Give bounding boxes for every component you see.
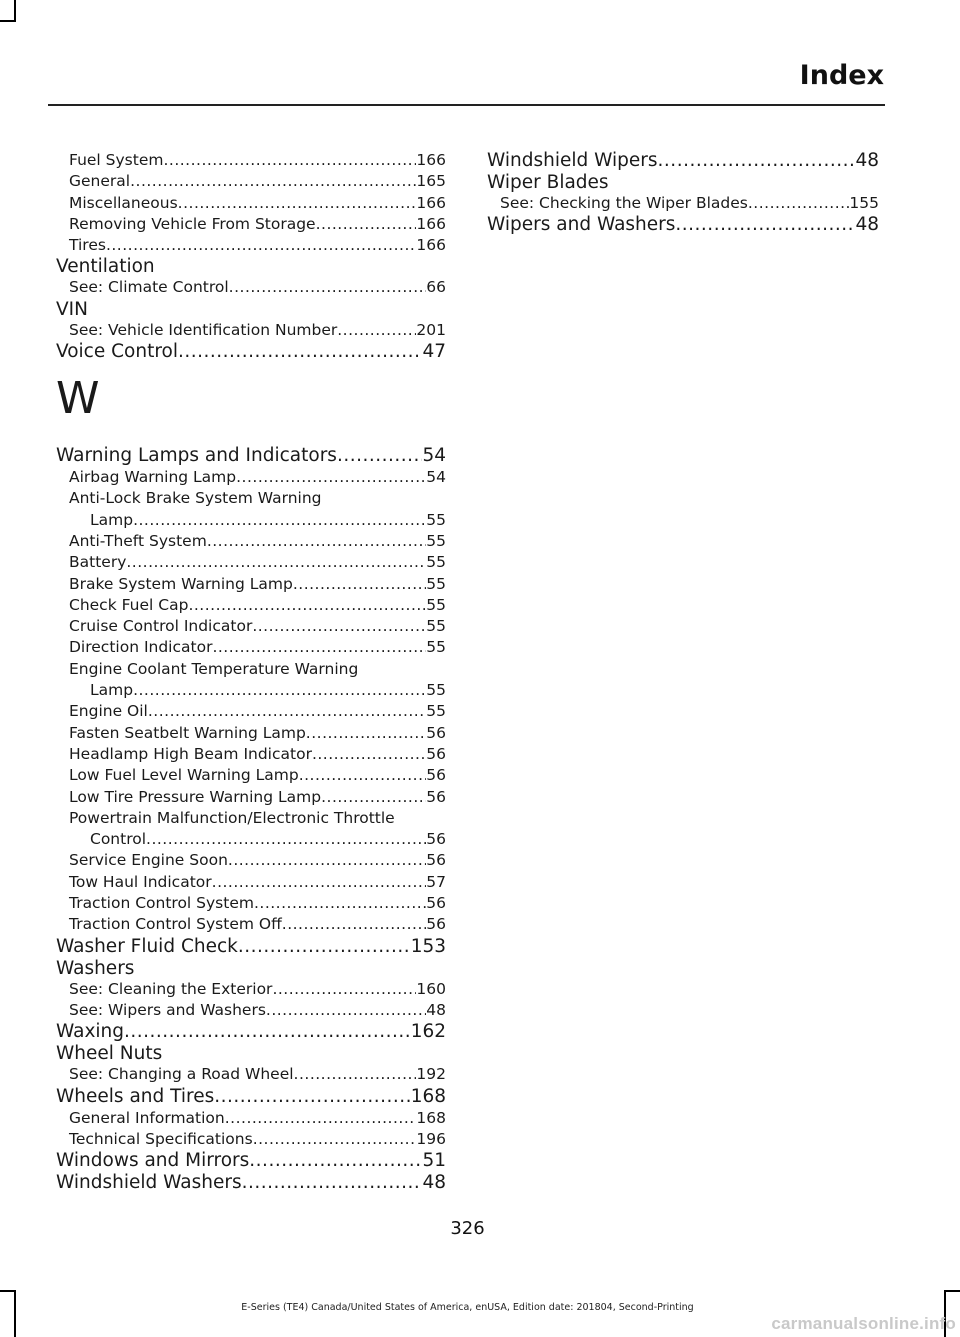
dot-leader [294,1064,417,1085]
page-ref: 56 [426,894,446,913]
index-column-right [487,150,879,236]
index-subentry[interactable] [56,1108,446,1129]
edition-footer: E-Series (TE4) Canada/United States of America, enUSA, Edition date: 201804, Second-Printing [241,1302,694,1313]
page-ref: 55 [426,574,446,593]
entry-label: Technical Specifications [69,1129,253,1148]
index-column-left [56,150,446,1194]
entry-label: Windshield Wipers [487,150,658,171]
dot-leader [337,320,416,341]
index-subentry[interactable] [56,701,446,722]
index-subentry[interactable] [56,765,446,786]
dot-leader [266,1000,426,1021]
page-ref: 160 [416,979,446,998]
page-ref: 166 [416,236,446,255]
crop-mark [0,20,16,22]
dot-leader [146,829,426,850]
dot-leader [178,341,422,363]
index-subentry[interactable] [56,193,446,214]
entry-label: Fuel System [69,151,164,169]
page-number: 326 [450,1218,485,1239]
index-entry[interactable] [56,1172,446,1194]
index-entry[interactable] [56,1150,446,1172]
watermark: carmanualsonline.info [771,1314,956,1333]
page-ref: 55 [426,595,446,614]
page-ref: 55 [426,531,446,550]
index-subentry[interactable] [56,723,446,744]
index-entry[interactable] [56,445,446,467]
index-subentry[interactable] [56,171,446,192]
entry-label: Lamp [90,681,134,700]
dot-leader [316,214,417,235]
dot-leader [207,531,426,552]
entry-label: See: Changing a Road Wheel [69,1065,294,1084]
index-subentry[interactable] [56,150,446,171]
page-ref: 55 [426,638,446,657]
dot-leader [133,680,426,701]
dot-leader [282,914,427,935]
index-subentry[interactable] [56,1000,446,1021]
dot-leader [321,787,426,808]
entry-label: See: Cleaning the Exterior [69,979,273,998]
dot-leader [675,214,855,236]
dot-leader [229,277,427,298]
index-subentry[interactable] [56,872,446,893]
page-ref: 48 [855,214,879,236]
index-entry[interactable] [487,214,879,236]
entry-label: Miscellaneous [69,193,178,212]
dot-leader [228,850,426,871]
index-subentry[interactable] [56,914,446,935]
page-ref: 54 [426,468,446,487]
dot-leader [188,595,426,616]
entry-label: Direction Indicator [69,638,213,657]
index-heading: Wheel Nuts [56,1043,163,1065]
dot-leader [254,893,426,914]
dot-leader [293,574,426,595]
entry-label: Tires [69,236,106,255]
index-subentry[interactable] [56,214,446,235]
entry-label: Traction Control System Off [69,915,282,934]
entry-label: General [69,172,131,191]
dot-leader [658,150,856,172]
index-subentry[interactable] [56,637,446,658]
page-ref: 192 [416,1065,446,1084]
dot-leader [337,445,423,467]
dot-leader [212,637,426,658]
index-subentry[interactable] [56,979,446,1000]
entry-label: Brake System Warning Lamp [69,574,293,593]
index-heading: VIN [56,298,88,320]
dot-leader [214,1086,410,1108]
entry-label: Removing Vehicle From Storage [69,214,316,233]
dot-leader [124,1021,411,1043]
page-ref: 201 [416,320,446,339]
entry-label: Service Engine Soon [69,851,228,870]
index-subentry[interactable] [56,616,446,637]
page-ref: 56 [426,787,446,806]
entry-label: Washer Fluid Check [56,935,238,957]
index-entry[interactable] [56,1086,446,1108]
page-ref: 57 [426,872,446,891]
entry-label: Fasten Seatbelt Warning Lamp [69,723,306,742]
entry-label: Headlamp High Beam Indicator [69,744,312,763]
index-subentry[interactable] [56,1129,446,1150]
entry-label: Control [90,830,147,849]
dot-leader [130,171,416,192]
index-subentry[interactable] [56,744,446,765]
index-subentry[interactable] [56,1064,446,1085]
page-ref: 162 [410,1021,446,1043]
dot-leader [148,701,426,722]
page-ref: 56 [426,723,446,742]
entry-label: Lamp [90,510,134,529]
page-title: Index [799,60,884,91]
index-subentry[interactable] [56,235,446,256]
page-ref: 165 [416,172,446,191]
page-ref: 56 [426,830,446,849]
index-subentry-line: Anti-Lock Brake System Warning [69,489,322,508]
page-ref: 55 [426,702,446,721]
entry-label: Traction Control System [69,894,254,913]
index-subentry[interactable] [56,829,446,850]
page-ref: 56 [426,851,446,870]
index-subentry[interactable] [56,277,446,298]
dot-leader [299,765,427,786]
entry-label: Low Fuel Level Warning Lamp [69,766,299,785]
page-ref: 153 [410,935,446,957]
dot-leader [312,744,426,765]
entry-label: Waxing [56,1021,125,1043]
page-ref: 66 [426,278,446,297]
entry-label: Anti-Theft System [69,531,207,550]
dot-leader [225,1108,417,1129]
page-ref: 55 [426,510,446,529]
index-subentry[interactable] [56,574,446,595]
crop-mark [944,1290,960,1292]
header-divider [48,104,885,106]
crop-mark [14,0,16,22]
index-subentry[interactable] [56,531,446,552]
index-heading: Ventilation [56,256,155,278]
entry-label: Wipers and Washers [487,214,676,236]
dot-leader [163,150,416,171]
dot-leader [748,193,850,214]
dot-leader [178,193,417,214]
entry-label: Warning Lamps and Indicators [56,445,337,467]
entry-label: See: Wipers and Washers [69,1000,266,1019]
index-subentry[interactable] [56,850,446,871]
page-ref: 55 [426,617,446,636]
index-entry[interactable] [56,341,446,363]
dot-leader [126,552,426,573]
index-subentry[interactable] [56,320,446,341]
dot-leader [252,616,426,637]
dot-leader [272,979,416,1000]
entry-label: Low Tire Pressure Warning Lamp [69,787,322,806]
dot-leader [306,723,426,744]
entry-label: Wheels and Tires [56,1085,215,1107]
page-ref: 48 [855,150,879,171]
crop-mark [0,1290,16,1292]
index-subentry[interactable] [56,510,446,531]
page-ref: 56 [426,744,446,763]
index-subentry[interactable] [56,787,446,808]
dot-leader [133,510,426,531]
entry-label: Voice Control [56,341,178,363]
index-subentry[interactable] [487,193,879,214]
index-subentry[interactable] [56,552,446,573]
page-ref: 47 [422,341,446,363]
page-ref: 155 [849,194,879,212]
crop-mark [14,1290,16,1337]
index-subentry-line: Engine Coolant Temperature Warning [69,659,359,678]
page-ref: 48 [422,1172,446,1194]
dot-leader [106,235,416,256]
dot-leader [242,1172,423,1194]
section-letter: W [56,373,100,425]
index-entry[interactable] [56,1021,446,1043]
page-ref: 54 [422,445,446,467]
page-ref: 55 [426,681,446,700]
entry-label: Airbag Warning Lamp [69,468,237,487]
index-subentry[interactable] [56,893,446,914]
page-ref: 51 [422,1150,446,1172]
index-subentry-line: Powertrain Malfunction/Electronic Throttle [69,808,395,827]
entry-label: See: Climate Control [69,278,229,297]
entry-label: Battery [69,553,127,572]
entry-label: Engine Oil [69,702,148,721]
entry-label: Windshield Washers [56,1172,242,1194]
entry-label: Cruise Control Indicator [69,617,253,636]
dot-leader [249,1150,422,1172]
entry-label: Tow Haul Indicator [69,872,212,891]
index-heading: Washers [56,957,135,979]
index-heading: Wiper Blades [487,172,609,193]
page-ref: 56 [426,915,446,934]
page-ref: 168 [416,1108,446,1127]
page-ref: 166 [416,151,446,169]
page-ref: 166 [416,193,446,212]
entry-label: See: Vehicle Identification Number [69,320,338,339]
index-subentry[interactable] [56,467,446,488]
dot-leader [238,936,411,958]
dot-leader [236,467,426,488]
index-subentry[interactable] [56,680,446,701]
index-entry[interactable] [487,150,879,172]
entry-label: General Information [69,1108,225,1127]
page-ref: 55 [426,553,446,572]
entry-label: See: Checking the Wiper Blades [500,194,748,212]
page-ref: 166 [416,214,446,233]
entry-label: Check Fuel Cap [69,595,189,614]
dot-leader [253,1129,417,1150]
page-ref: 56 [426,766,446,785]
dot-leader [212,872,427,893]
index-entry[interactable] [56,936,446,958]
entry-label: Windows and Mirrors [56,1150,250,1172]
page-ref: 196 [416,1129,446,1148]
index-subentry[interactable] [56,595,446,616]
page-ref: 168 [410,1085,446,1107]
page-ref: 48 [426,1000,446,1019]
